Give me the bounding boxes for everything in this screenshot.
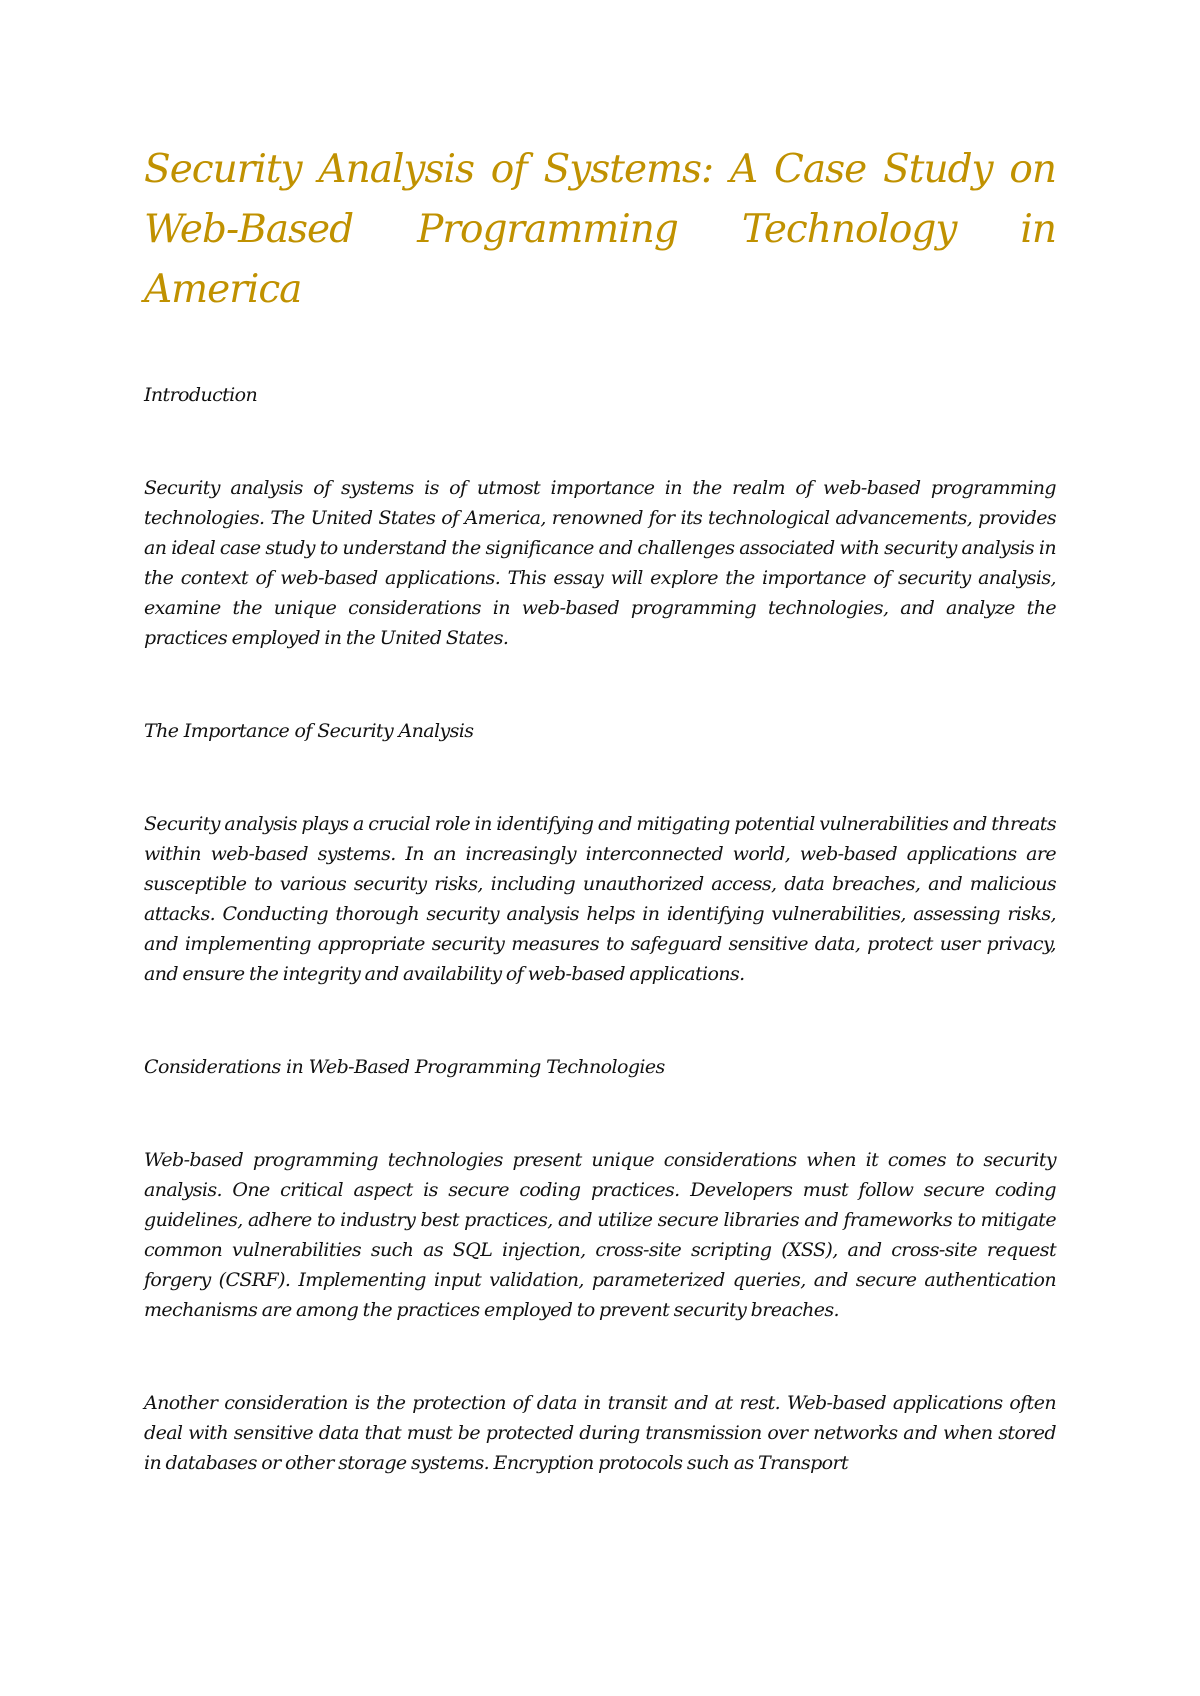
paragraph-considerations-1: Web-based programming technologies present unique considerations when it comes to security analysis. One critical aspect is secure coding practices. Developers must follow secure coding guidelines, adhere to industry best practices, and utilize secure libraries and frameworks to mitigate common vulnerabilities such as SQL injection, cross-site scripting (XSS), and cross-site request forgery (CSRF). Implementing input validation, parameterized queries, and secure authentication mechanisms are among the practices employed to prevent security breaches. (144, 1149, 1056, 1321)
paragraph-introduction: Security analysis of systems is of utmost importance in the realm of web-based programming technologies. The United States of America, renowned for its technological advancements, provides an ideal case study to understand the significance and challenges associated with security analysis in the context of web-based applications. This essay will explore the importance of security analysis, examine the unique considerations in web-based programming technologies, and analyze the practices employed in the United States. (144, 477, 1056, 649)
section-heading-introduction: Introduction (144, 384, 258, 406)
document-title: Security Analysis of Systems: A Case Study on Web-Based Programming Technology in America (144, 147, 1056, 312)
paragraph-importance: Security analysis plays a crucial role in identifying and mitigating potential vulnerabilities and threats within web-based systems. In an increasingly interconnected world, web-based applications are susceptible to various security risks, including unauthorized access, data breaches, and malicious attacks. Conducting thorough security analysis helps in identifying vulnerabilities, assessing risks, and implementing appropriate security measures to safeguard sensitive data, protect user privacy, and ensure the integrity and availability of web-based applications. (144, 813, 1056, 985)
section-heading-considerations: Considerations in Web-Based Programming Technologies (144, 1056, 665, 1078)
document-page (144, 140, 1056, 1478)
section-heading-importance: The Importance of Security Analysis (144, 720, 474, 742)
paragraph-considerations-2: Another consideration is the protection of data in transit and at rest. Web-based applications often deal with sensitive data that must be protected during transmission over networks and when stored in databases or other storage systems. Encryption protocols such as Transport (144, 1392, 1056, 1474)
